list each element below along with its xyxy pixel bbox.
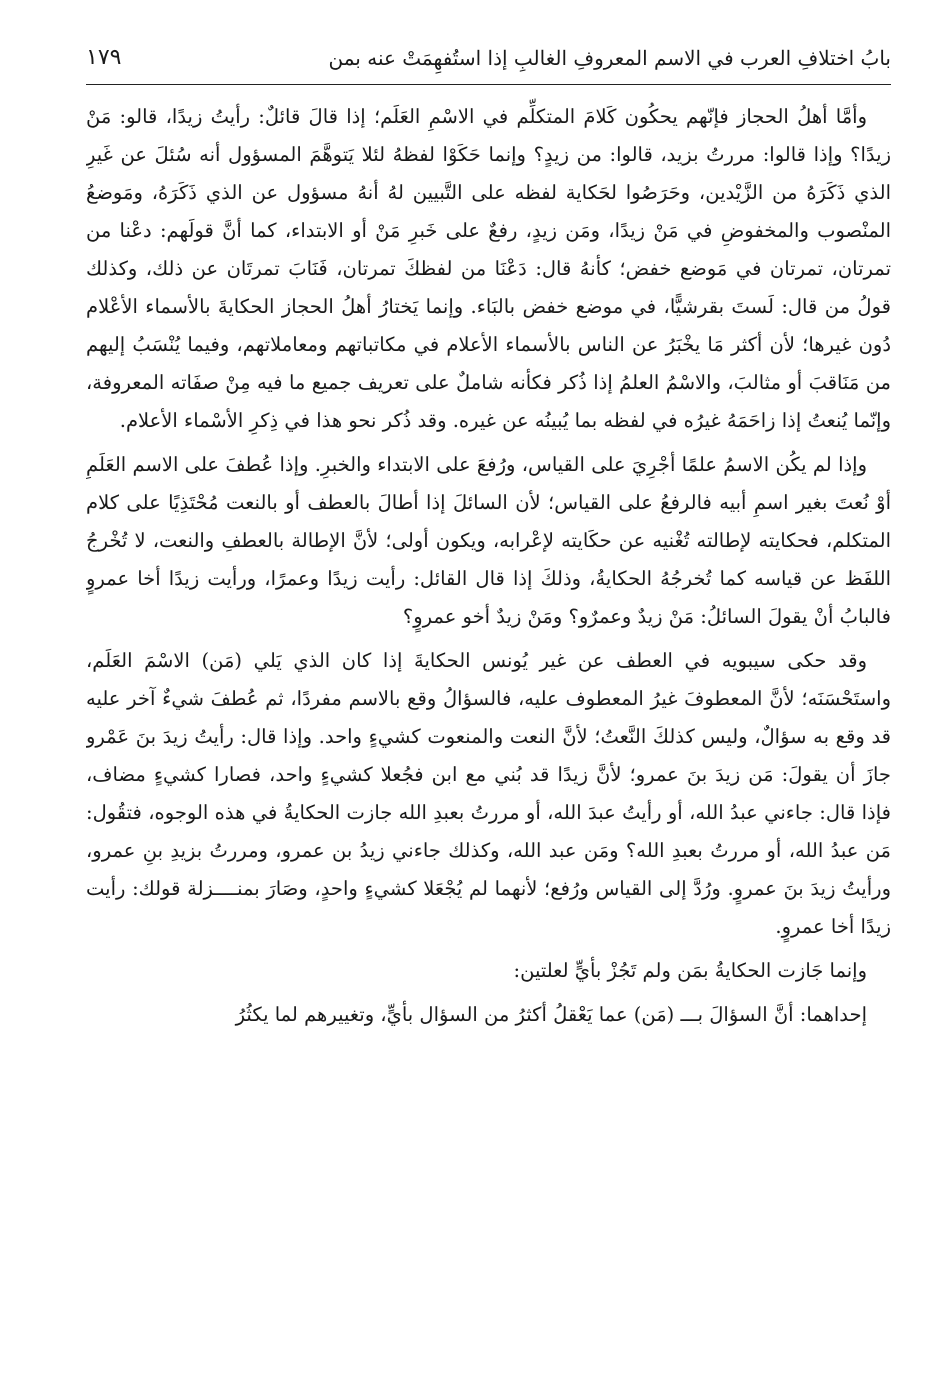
paragraph-5: إحداهما: أنَّ السؤالَ بـــ (مَن) عما يَعْقلُ أكثرُ من السؤال بأيٍّ، وتغييرهم لما يكثُرُ <box>235 1003 867 1026</box>
page-header <box>86 38 891 86</box>
paragraph-3: وقد حكى سيبويه في العطف عن غير يُونس الحكايةَ إذا كان الذي يَلي (مَن) الاسْمَ العَلَم، واستَحْسَنَه؛ لأنَّ المعطوفَ غيرُ المعطوف عليه، فالسؤالُ وقع بالاسم مفردًا، ثم عُطفَ شيءٌ آخر عليه قد وقع به سؤالٌ، وليس كذلكَ النَّعتُ؛ لأنَّ النعت والمنعوت كشيءٍ واحد. وإذا قال: رأيتُ زيدَ بنَ عَمْرو جازَ أن يقولَ: مَن زيدَ بنَ عمرو؛ لأنَّ زيدًا قد بُني مع ابن فجُعلا كشيءٍ واحد، فصارا كشيءٍ مضاف، فإذا قال: جاءني عبدُ الله، أو رأيتُ عبدَ الله، أو مررتُ بعبدِ الله جازت الحكايةُ في هذه الوجوه، فتقُول: مَن عبدُ الله، أو مررتُ بعبدِ الله؟ ومَن عبد الله، وكذلك جاءني زيدُ بن عمرو، ومررتُ بزيدِ بنِ عمرو، ورأيتُ زيدَ بنَ عمروٍ. ورُدَّ إلى القياس ورُفع؛ لأنهما لم يُجْعَلا كشيءٍ واحدٍ، وصَارَ بمنــــزلة قولك: رأيت زيدًا أخا عمروٍ. <box>86 649 891 938</box>
paragraph-2: وإذا لم يكُن الاسمُ علمًا أجْرِيَ على القياس، ورُفعَ على الابتداء والخبرِ. وإذا عُطفَ على الاسم العَلَمِ أوْ نُعتَ بغير اسمِ أبيه فالرفعُ على القياس؛ لأن السائلَ إذا أطالَ بالعطف أو بالنعت مُحْتَذِيًا على كلام المتكلم، فحكايته لإطالته تُغْنيه عن حكَايته لإعْرابه، ويكون أولى؛ لأنَّ الإطالة بالعطفِ والنعت، لا تُخْرجُ اللفَظ عن قياسه كما تُخرجُهُ الحكايةُ، وذلكَ إذا قال القائل: رأيت زيدًا وعمرًا، ورأيت زيدًا أخا عمروٍ فالبابُ أنْ يقولَ السائلُ: مَنْ زيدٌ وعمرٌو؟ ومَنْ زيدٌ أخو عمروٍ؟ <box>86 453 891 628</box>
paragraph-4: وإنما جَازت الحكايةُ بمَن ولم تَجُزْ بأيٍّ لعلتين: <box>513 959 867 982</box>
paragraph-1: وأمَّا أهلُ الحجاز فإنّهم يحكُون كَلامَ المتكلِّم في الاسْمِ العَلَم؛ إذا قالَ قائلٌ: رأيتُ زيدًا، قالو: مَنْ زيدًا؟ وإذا قالوا: مررتُ بزيد، قالوا: من زيدٍ؟ وإنما حَكَوْا لفظهُ لئلا يَتوهَّمَ المسؤول أنه سُئلَ عن غَيرِ الذي ذَكَرَهُ من الزَّيْدين، وحَرَصُوا لحَكاية لفظه على التَّبيين لهُ أنهُ مسؤول عن الذي ذَكَرَهُ، ومَوضعُ المنْصوب والمخفوضِ في مَنْ زيدًا، ومَن زيدٍ، رفعٌ على خَبرِ مَنْ أو الابتداء، كما أنَّ قولَهم: دعْنا من تمرتان، تمرتان في مَوضع خفض؛ كأنهُ قال: دَعْنَا من لفظكَ تمرتان، فَنَابَ تمرتَان عن ذلك، وكذلك قولُ من قال: لَستَ بقرشيًّا، في موضع خفض بالبَاء. وإنما يَختارُ أهلُ الحجاز الحكايةَ بالأسماء الأعْلام دُون غيرها؛ لأن أكثر مَا يخْبَرُ عن الناس بالأسماء الأعلام في مكاتباتهم ومعاملاتهم، وفيما يُنْسَبُ إليهم من مَنَاقبَ أو مثالبَ، والاسْمُ العلمُ إذا ذُكر فكأنه شاملٌ على تعريف جميع ما فيه مِنْ صفَاته المعروفة، وإنّما يُنعتُ إذا زاحَمَهُ غيرُه في لفظه بما يُبينُه عن غيره. وقد ذُكر نحو هذا في ذِكرِ الأسْماء الأعلام. <box>86 105 891 432</box>
page-number: ١٧٩ <box>86 45 122 70</box>
running-title: بابُ اختلافِ العرب في الاسم المعروفِ الغالبِ إذا استُفهِمَتْ عنه بمن <box>328 46 891 70</box>
body-text <box>86 98 891 1355</box>
header-divider <box>86 84 891 85</box>
